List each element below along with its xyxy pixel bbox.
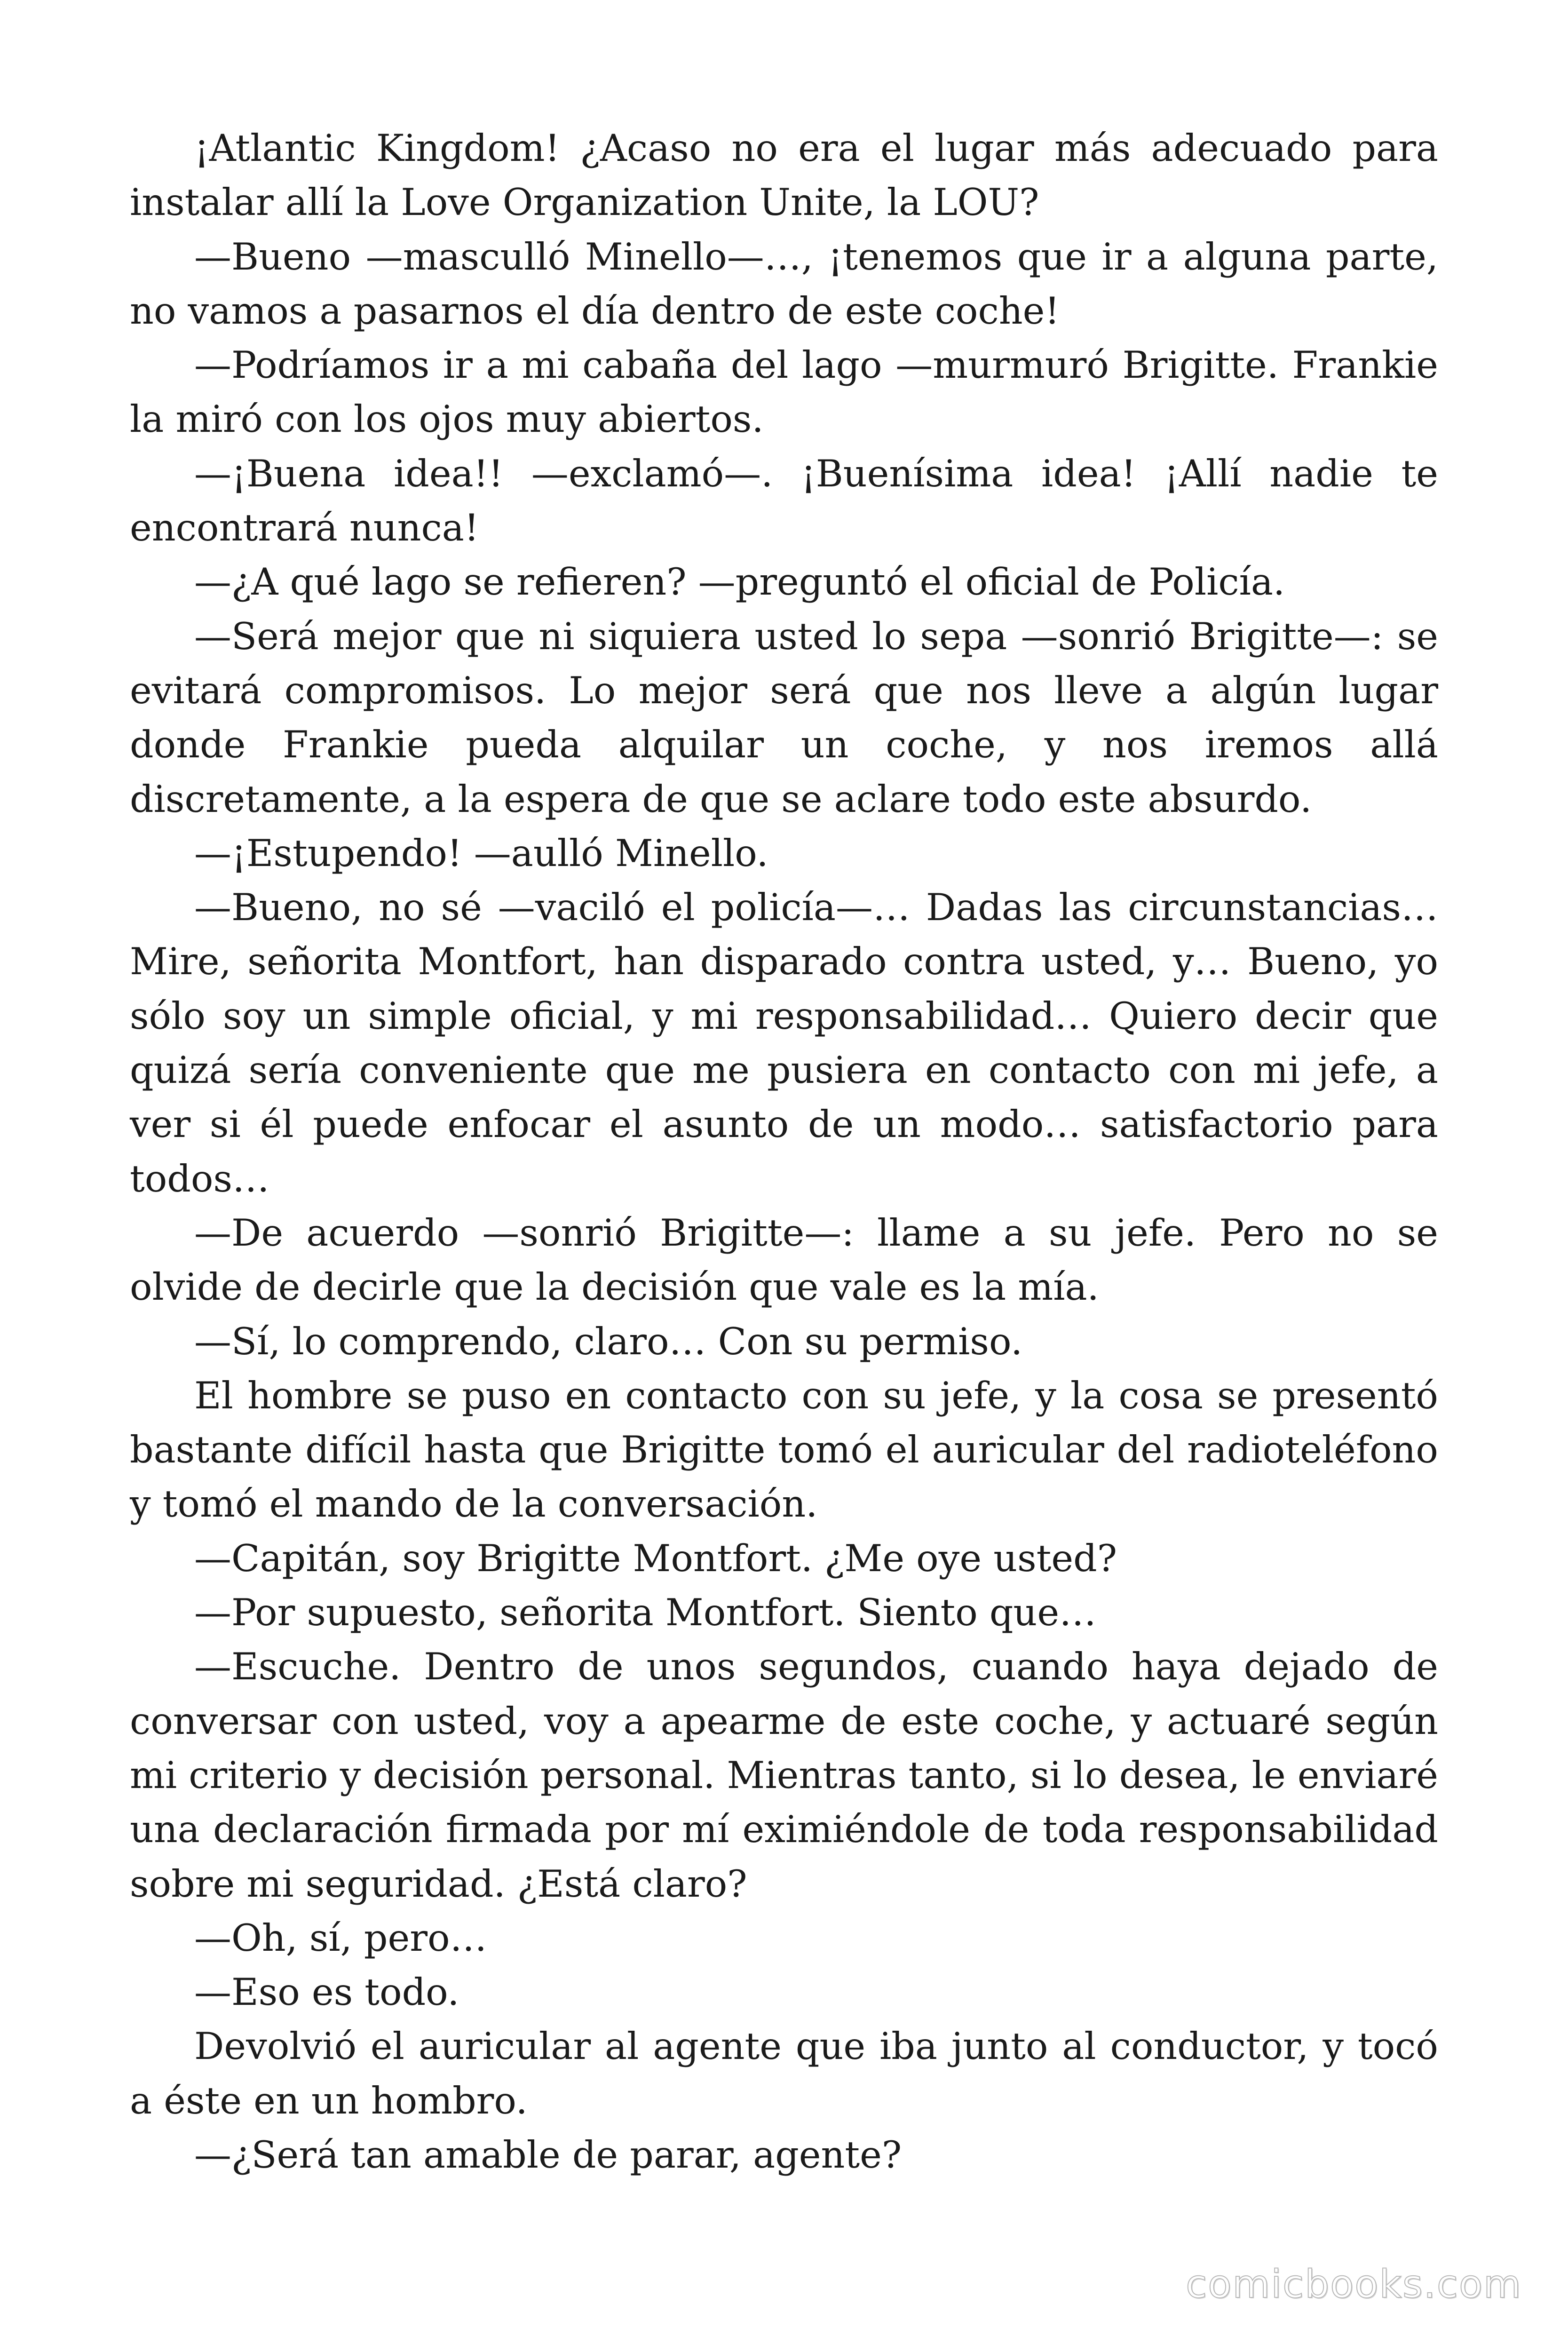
paragraph: —Bueno —masculló Minello—…, ¡tenemos que ir a alguna parte, no vamos a pasarnos el día dentro de este coche!	[130, 235, 1438, 333]
paragraph: —Escuche. Dentro de unos segundos, cuando haya dejado de conversar con usted, voy a apearme de este coche, y actuaré según mi criterio y decisión personal. Mientras tanto, si lo desea, le enviaré una declaración firmada por mí eximiéndole de toda responsabilidad sobre mi seguridad. ¿Está claro?	[130, 1645, 1438, 1906]
paragraph: —¡Estupendo! —aulló Minello.	[194, 831, 768, 875]
paragraph: —¡Buena idea!! —exclamó—. ¡Buenísima idea! ¡Allí nadie te encontrará nunca!	[130, 452, 1438, 550]
paragraph: —Bueno, no sé —vaciló el policía—… Dadas las circunstancias… Mire, señorita Montfort, han disparado contra usted, y… Bueno, yo sólo soy un simple oficial, y mi responsabilidad… Quiero decir que quizá sería conveniente que me pusiera en contacto con mi jefe, a ver si él puede enfocar el asunto de un modo… satisfactorio para todos…	[130, 886, 1438, 1200]
paragraph: Devolvió el auricular al agente que iba junto al conductor, y tocó a éste en un hombro.	[130, 2025, 1438, 2122]
watermark: comicbooks.com	[1186, 2262, 1522, 2307]
paragraph: —Sí, lo comprendo, claro… Con su permiso.	[194, 1319, 1023, 1363]
paragraph: —¿Será tan amable de parar, agente?	[194, 2133, 902, 2177]
paragraph: —Podríamos ir a mi cabaña del lago —murmuró Brigitte. Frankie la miró con los ojos muy abiertos.	[130, 343, 1438, 441]
paragraph: —Eso es todo.	[194, 1971, 459, 2014]
paragraph: —Por supuesto, señorita Montfort. Siento que…	[194, 1591, 1097, 1635]
paragraph: —Oh, sí, pero…	[194, 1916, 487, 1960]
paragraph: —De acuerdo —sonrió Brigitte—: llame a su jefe. Pero no se olvide de decirle que la decisión que vale es la mía.	[130, 1211, 1438, 1309]
paragraph: —Será mejor que ni siquiera usted lo sepa —sonrió Brigitte—: se evitará compromisos. Lo mejor será que nos lleve a algún lugar donde Frankie pueda alquilar un coche, y nos iremos allá discretamente, a la espera de que se aclare todo este absurdo.	[130, 614, 1438, 821]
paragraph: —¿A qué lago se refieren? —preguntó el oficial de Policía.	[194, 560, 1285, 604]
paragraph: ¡Atlantic Kingdom! ¿Acaso no era el lugar más adecuado para instalar allí la Love Organization Unite, la LOU?	[130, 127, 1438, 224]
paragraph: —Capitán, soy Brigitte Montfort. ¿Me oye usted?	[194, 1536, 1117, 1580]
paragraph: El hombre se puso en contacto con su jefe, y la cosa se presentó bastante difícil hasta que Brigitte tomó el auricular del radioteléfono y tomó el mando de la conversación.	[130, 1374, 1438, 1526]
body-text	[130, 121, 1438, 2182]
